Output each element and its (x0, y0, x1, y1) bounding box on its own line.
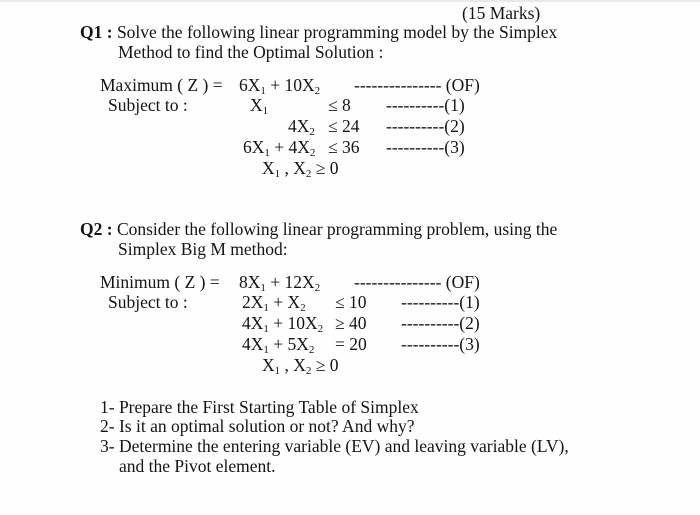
q1-constraint-1-tag: ----------(1) (386, 95, 465, 115)
q2-task-1: 1- Prepare the First Starting Table of Simplex (100, 397, 419, 417)
q1-constraint-2-lhs: $4X_2$ (288, 116, 315, 138)
q2-text-line2: Simplex Big M method: (118, 239, 288, 259)
q1-text-line1: Solve the following linear programming model by the Simplex (116, 22, 558, 42)
top-divider (0, 0, 700, 2)
q2-constraint-3-tag: ----------(3) (401, 334, 480, 354)
q2-task-3-cont: and the Pivot element. (119, 456, 276, 476)
q1-label: Q1 : (80, 22, 113, 42)
q1-objective-lhs: Maximum ( Z ) = (100, 75, 223, 95)
q1-constraint-3-lhs: $6X_1 + 4X_2$ (243, 137, 316, 159)
q2-constraint-3-lhs: $4X_1 + 5X_2$ (242, 334, 315, 356)
q1-constraint-3-rhs: ≤ 36 (328, 137, 360, 157)
q1-constraint-1-lhs: $X_1$ (250, 95, 269, 117)
q1-constraint-1-rhs: ≤ 8 (328, 95, 351, 115)
q1-objective-tag: --------------- (OF) (354, 75, 480, 95)
q1-constraint-2-rhs: ≤ 24 (328, 116, 360, 136)
q2-objective-expr: $8X_1 + 12X_2$ (239, 272, 321, 294)
q1-constraint-3-tag: ----------(3) (386, 137, 465, 157)
q2-constraint-2-rhs: ≥ 40 (335, 313, 367, 333)
q2-task-2: 2- Is it an optimal solution or not? And why? (100, 416, 415, 436)
q2-task-3: 3- Determine the entering variable (EV) and leaving variable (LV), (100, 436, 569, 456)
q2-nonnegativity: $X_1$ , $X_2 \ge 0$ (262, 355, 339, 377)
q1-objective-expr: $6X_1 + 10X_2$ (239, 75, 321, 97)
q2-subject-to: Subject to : (108, 292, 188, 312)
q2-heading (80, 219, 557, 239)
q2-constraint-2-lhs: $4X_1 + 10X_2$ (242, 313, 324, 335)
q1-constraint-2-tag: ----------(2) (386, 116, 465, 136)
q1-nonnegativity: $X_1$ , $X_2 \ge 0$ (262, 158, 339, 180)
q2-constraint-1-lhs: $2X_1 + X_2$ (242, 292, 306, 314)
q2-objective-lhs: Minimum ( Z ) = (100, 272, 220, 292)
marks-label: (15 Marks) (462, 3, 541, 23)
q2-constraint-3-rhs: = 20 (335, 334, 367, 354)
q1-text-line2: Method to find the Optimal Solution : (118, 42, 384, 62)
q2-label: Q2 : (80, 219, 113, 239)
q2-constraint-2-tag: ----------(2) (401, 313, 480, 333)
q2-text-line1: Consider the following linear programming problem, using the (116, 219, 558, 239)
q1-heading (80, 22, 557, 42)
q2-constraint-1-tag: ----------(1) (401, 292, 480, 312)
q1-subject-to: Subject to : (108, 95, 188, 115)
q2-objective-tag: --------------- (OF) (354, 272, 480, 292)
q2-constraint-1-rhs: ≤ 10 (335, 292, 367, 312)
